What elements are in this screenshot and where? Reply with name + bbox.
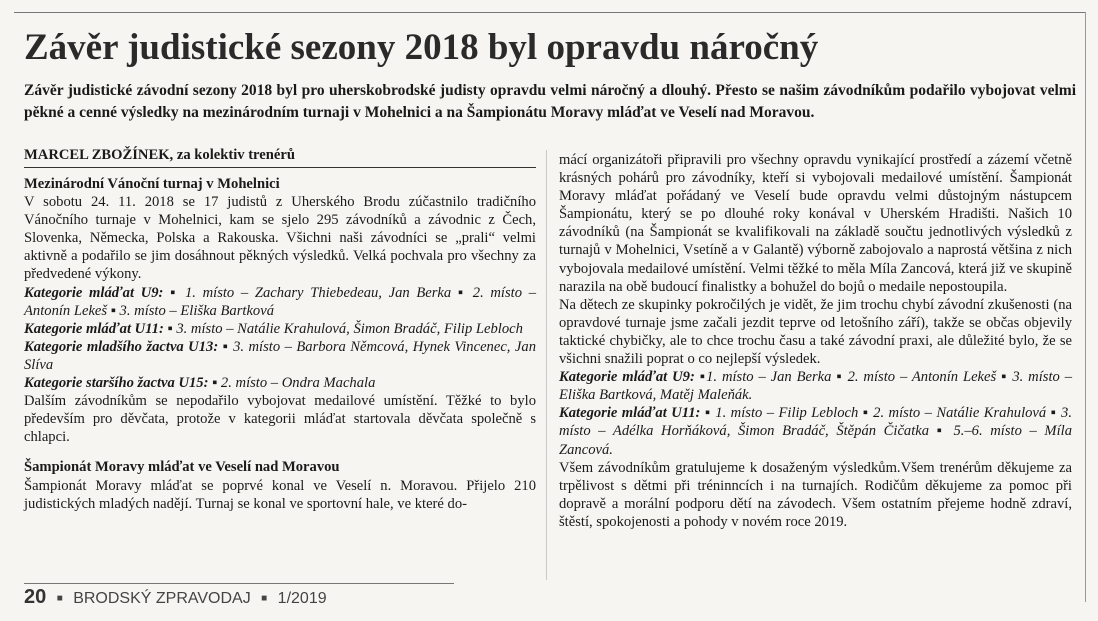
result-line (559, 404, 1072, 458)
footer-rule (24, 583, 454, 584)
top-rule (14, 12, 1086, 13)
result-text: ▪1. místo – Jan Berka ▪ 2. místo – Antonín Lekeš ▪ 3. místo – Eliška Bartková, Matěj Maleňák. (559, 369, 1072, 404)
result-category: Kategorie mláďat U11: (559, 405, 701, 422)
section-closing-mohelnice: Dalším závodníkům se nepodařilo vybojovat medailové umístění. Těžké to bylo především pro děvčata, protože v kategorii mláďat startovala děvčata společně s chlapci. (24, 393, 536, 446)
page-number: 20 (24, 586, 47, 608)
right-paragraph-1: mácí organizátoři připravili pro všechny opravdu vynikající prostředí a zázemí včetně krásných pohárů pro závodníky, kteří si vybojovali medailové umístění. Šampionát Moravy mláďat pořádaný ve Veselí bude opravdu velmi důstojným nástupcem Šampionátu, který se po dlouhé roky konával v Uherském Hradišti. Našich 10 závodníků (na Šampionát se kvalifikovali na základě součtu jednotlivých výsledků z turnajů v Mohelnici, Vsetíně a v Galantě) výborně zabojovalo a naprostá většina z nich vybojovala medailové umístění. Velmi těžké to měla Míla Zancová, která již ve skupině narazila na obě budoucí finalistky a bohužel do bojů o medaile nepostoupila. (559, 152, 1072, 295)
result-category: Kategorie mláďat U9: (559, 369, 695, 386)
result-text: ▪ 2. místo – Ondra Machala (212, 375, 376, 392)
result-line (559, 368, 1072, 404)
result-category: Kategorie mláďat U9: (24, 284, 164, 301)
right-rule (1085, 12, 1086, 602)
article-lead: Závěr judistické závodní sezony 2018 byl pro uherskobrodské judisty opravdu velmi náročný a dlouhý. Přesto se našim závodníkům podařilo vybojovat velmi pěkné a cenné výsledky na mezinárodním turnaji v Mohelnici a na Šampionátu Moravy mláďat ve Veselí nad Moravou. (24, 82, 1076, 121)
result-text: ▪ 1. místo – Filip Lebloch ▪ 2. místo – Natálie Krahulová ▪ 3. místo – Adélka Horňáková, Šimon Bradáč, Štěpán Čičatka ▪ 5.–6. místo – Míla Zancová. (559, 405, 1072, 458)
issue-number: 1/2019 (277, 590, 327, 607)
section-title-mohelnice: Mezinárodní Vánoční turnaj v Mohelnici (24, 176, 280, 192)
separator-square: ■ (56, 593, 63, 604)
page-footer (24, 586, 327, 612)
right-paragraph-2: Na dětech ze skupinky pokročilých je vidět, že jim trochu chybí závodní zkušenosti (na opravdové turnaje jsme začali jezdit teprve od letošního září), takže se občas objevily taktické chybičky, ale to chce trochu času a také závodní praxi, ale důležité bylo, že se všichni snažili poprat o co nejlepší výsledek. (559, 296, 1072, 368)
right-closing: Všem závodníkům gratulujeme k dosaženým výsledkům.Všem trenérům děkujeme za trpělivost s dětmi při tréninncích i na turnajích. Rodičům děkujeme za pomoc při dopravě a morální podporu dětí na závodech. Všem ostatním přejeme hodně zdraví, štěstí, spokojenosti a pohody v novém roce 2019. (559, 459, 1072, 530)
left-column (24, 146, 536, 513)
result-text: ▪ 1. místo – Zachary Thiebedeau, Jan Berka ▪ 2. místo – Antonín Lekeš ▪ 3. místo – Eliška Bartková (24, 284, 536, 319)
result-text: ▪ 3. místo – Barbora Němcová, Hynek Vincenec, Jan Slíva (24, 338, 536, 373)
result-line (24, 338, 536, 374)
section-text-veseli: Šampionát Moravy mláďat se poprvé konal ve Veselí n. Moravou. Přijelo 210 judistických mladých nadějí. Turnaj se konal ve sportovní hale, ve které do- (24, 477, 536, 512)
separator-square: ■ (261, 593, 268, 604)
right-column (559, 151, 1072, 531)
result-category: Kategorie mladšího žactva U13: (24, 338, 219, 355)
publication-name: BRODSKÝ ZPRAVODAJ (73, 590, 251, 607)
result-category: Kategorie staršího žactva U15: (24, 375, 209, 392)
result-text: ▪ 3. místo – Natálie Krahulová, Šimon Bradáč, Filip Lebloch (167, 320, 523, 337)
result-line (24, 320, 536, 338)
byline: MARCEL ZBOŽÍNEK, za kolektiv trenérů (24, 146, 536, 168)
result-line (24, 284, 536, 320)
result-line (24, 374, 536, 392)
section-text-mohelnice: V sobotu 24. 11. 2018 se 17 judistů z Uherského Brodu zúčastnilo tradičního Vánočního turnaje v Mohelnici, kam se sjelo 295 závodníků a závodnic z Čech, Slovenka, Německa, Polska a Rakouska. Všichni naši závodníci se „prali“ velmi aktivně a podařilo se jim dosáhnout pěkných výsledků. Velká pochvala pro všechny za předvedené výkony. (24, 194, 536, 283)
section-title-veseli: Šampionát Moravy mláďat ve Veselí nad Moravou (24, 459, 340, 476)
paragraph-gap (24, 446, 536, 458)
column-divider (546, 150, 547, 580)
article-headline: Závěr judistické sezony 2018 byl opravdu náročný (24, 27, 819, 68)
result-category: Kategorie mláďat U11: (24, 320, 164, 337)
